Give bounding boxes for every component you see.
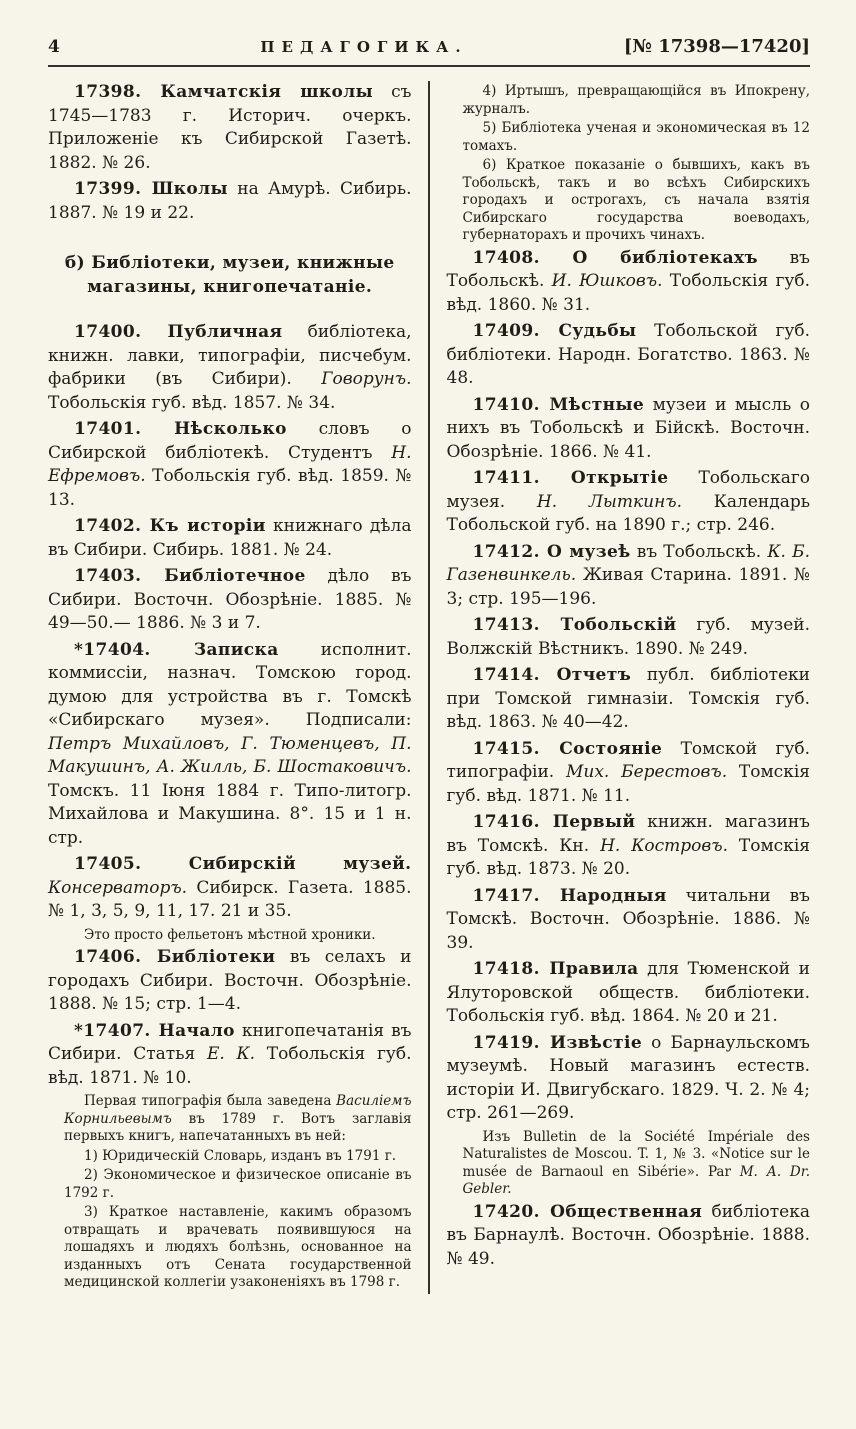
bibliography-entry [48,515,412,562]
bibliography-entry [447,1032,811,1126]
bibliography-entry [48,853,412,924]
footnote-text [64,1167,412,1202]
text-segment: 17405. Сибирскій музей. [74,854,412,874]
text-segment: книжнаго дѣла въ Сибири. Сибирь. 1881. № 24. [48,516,412,560]
text-segment: б) Библіотеки, музеи, книжные магазины, книгопечатаніе. [64,253,395,297]
bibliography-entry [447,467,811,538]
text-segment: И. Юшковъ. [551,271,663,291]
text-segment: 1) Юридическій Словарь, изданъ въ 1791 г. [84,1147,397,1164]
text-segment: Томскія губ. вѣд. 1873. № 20. [446,835,810,879]
text-segment: книжн. магазинъ въ Томскѣ. Кн. [446,812,810,856]
text-segment: 17416. Первый [472,812,636,832]
text-segment: 17419. Извѣстіе [472,1032,643,1053]
bibliography-entry [48,639,412,851]
text-segment: Петръ Михайловъ, Г. Тюменцевъ, П. Макушинъ, А. Жилль, Б. Шостаковичъ. [48,733,412,777]
bibliography-entry [447,885,811,956]
text-segment: Тобольскія губ. вѣд. 1871. № 10. [48,1044,412,1088]
text-segment: 17410. Мѣстные [472,394,645,415]
text-segment: въ Тобольскѣ. [446,247,810,291]
text-segment: Консерваторъ. [48,877,188,898]
bibliography-entry [48,178,412,225]
text-segment: въ Тобольскѣ. [630,541,768,562]
footnote-text [463,157,811,245]
page-header [0,0,856,65]
text-segment: 3) Краткое наставленіе, какимъ образомъ отвращать и врачевать появившуюся на лошадяхъ и людяхъ болѣзнь, основанное на изданныхъ отъ Сената государственной медицинской коллегіи узаконеніяхъ въ 1798 г. [64,1204,412,1290]
section-heading [54,251,406,299]
text-segment: Это просто фельетонъ мѣстной хроники. [84,926,376,943]
text-segment: съ 1745—1783 г. Историч. очеркъ. Приложеніе къ Сибирской Газетѣ. 1882. № 26. [48,82,412,173]
left-column [48,81,428,1294]
text-segment: Василіемъ Корнильевымъ [64,1093,412,1127]
bibliography-entry [48,81,412,175]
text-segment: *17404. Записка [74,639,279,660]
text-segment: словъ о Сибирской библіотекѣ. Студентъ [48,419,412,463]
bibliography-entry [447,320,811,391]
text-segment: М. А. Dr. Gebler. [462,1163,810,1197]
text-segment: 17413. Тобольскій [472,615,677,635]
bibliography-entry [48,1020,412,1091]
footnote-text [64,1204,412,1292]
text-segment: Сибирск. Газета. 1885. № 1, 3, 5, 9, 11, 17. 21 и 35. [48,877,412,921]
two-column-text-block [0,67,856,1294]
text-segment: губ. музей. Волжскій Вѣстникъ. 1890. № 249. [446,615,810,659]
footnote-text [463,120,811,155]
text-segment: 17403. Библіотечное [74,566,306,586]
text-segment: Изъ Bulletin de la Société Impériale des Naturalistes de Moscou. T. 1, № 3. «Notice sur le musée de Barnaoul en Sibérie». Par [462,1128,810,1180]
text-segment: К. Б. Газенвинкель. [446,541,810,585]
text-segment: въ селахъ и городахъ Сибири. Восточн. Обозрѣніе. 1888. № 15; стр. 1—4. [48,947,412,1014]
footnote-text [64,1148,412,1166]
text-segment: 2) Экономическое и физическое описаніе въ 1792 г. [64,1167,412,1201]
text-segment: Е. К. [206,1044,256,1064]
text-segment: исполнит. коммиссіи, назнач. Томскою город. думою для устройства въ г. Томскѣ «Сибирскаго музея». Подписали: [48,639,412,730]
text-segment: *17407. Начало [74,1020,235,1041]
right-column [430,81,811,1294]
text-segment: 17401. Нѣсколько [74,419,287,439]
footnote-text [64,927,412,945]
text-segment: Томскія губ. вѣд. 1871. № 11. [446,762,810,806]
text-segment: Календарь Тобольской губ. на 1890 г.; стр. 246. [446,491,810,535]
text-segment: 17414. Отчетъ [472,665,632,685]
bibliography-entry [447,811,811,882]
text-segment: Говорунъ. [321,369,412,389]
text-segment: публ. библіотеки при Томской гимназіи. Томскія губ. вѣд. 1863. № 40—42. [446,665,811,732]
text-segment: о Барнаульскомъ музеумѣ. Новый магазинъ естеств. исторіи И. Двигубскаго. 1829. Ч. 2. № 4; стр. 261—269. [446,1032,810,1123]
text-segment: 17399. Школы [74,179,228,199]
text-segment: для Тюменской и Ялуторовской обществ. библіотеки. Тобольскія губ. вѣд. 1864. № 20 и 21. [446,959,810,1026]
text-segment: Тобольскія губ. вѣд. 1859. № 13. [48,466,412,510]
text-segment: 17417. Народныя [472,885,667,906]
text-segment: 17418. Правила [472,959,639,979]
text-segment: 4) Иртышъ, превращающійся въ Ипокрену, журналъ. [462,83,810,117]
text-segment: Тобольскаго музея. [446,468,810,512]
text-segment: музеи и мысль о нихъ въ Тобольскѣ и Бійскѣ. Восточн. Обозрѣніе. 1866. № 41. [446,394,810,462]
footnote-text [463,1129,811,1199]
bibliography-entry [447,614,811,661]
entry-range-label: [№ 17398—17420] [623,36,810,57]
text-segment: 17400. Публичная [74,322,283,342]
bibliography-entry [447,738,811,809]
text-segment: книгопечатанія въ Сибири. Статья [48,1020,412,1064]
text-segment: 17408. О библіотекахъ [472,247,758,268]
text-segment: Тобольскія губ. вѣд. 1857. № 34. [48,392,336,413]
text-segment: Живая Старина. 1891. № 3; стр. 195—196. [446,565,810,609]
text-segment: 17398. Камчатскія школы [74,82,374,102]
text-segment: 17411. Открытіе [472,468,669,488]
bibliography-entry [447,247,811,318]
bibliography-entry [447,664,811,735]
text-segment: Первая типографія была заведена [84,1093,337,1109]
bibliography-entry [447,958,811,1029]
text-segment: Н. Лыткинъ. [536,491,683,512]
bibliography-entry [48,565,412,636]
footnote-text [463,83,811,118]
page-number: 4 [48,37,60,57]
text-segment: Тобольскія губ. вѣд. 1860. № 31. [446,271,810,315]
text-segment: читальни въ Томскѣ. Восточн. Обозрѣніе. 1886. № 39. [446,885,810,953]
text-segment: Н. Ефремовъ. [48,442,412,486]
text-segment: въ 1789 г. Вотъ заглавія первыхъ книгъ, напечатанныхъ въ ней: [64,1110,412,1144]
text-segment: дѣло въ Сибири. Восточн. Обозрѣніе. 1885. № 49—50.— 1886. № 3 и 7. [48,566,412,633]
text-segment: 6) Краткое показаніе о бывшихъ, какъ въ Тобольскѣ, такъ и во всѣхъ Сибирскихъ городахъ и острогахъ, съ начала взятія Сибирскаго государства воеводахъ, губернаторахъ и прочихъ чинахъ. [462,157,810,243]
footnote-text [64,1093,412,1146]
text-segment: Н. Костровъ. [600,835,728,856]
text-segment: библіотека, книжн. лавки, типографіи, писчебум. фабрики (въ Сибири). [48,322,412,389]
bibliography-entry [447,394,811,465]
bibliography-entry [447,541,811,612]
text-segment: Тобольской губ. библіотеки. Народн. Богатство. 1863. № 48. [446,321,811,388]
text-segment: 17406. Библіотеки [74,947,276,967]
bibliography-entry [447,1201,811,1272]
running-title: ПЕДАГОГИКА. [260,38,468,56]
bibliography-entry [48,321,412,415]
text-segment: библіотека въ Барнаулѣ. Восточн. Обозрѣніе. 1888. № 49. [446,1201,810,1269]
text-segment: 17415. Состояніе [472,738,663,759]
bibliography-entry [48,946,412,1017]
text-segment: 17420. Общественная [472,1201,703,1222]
text-segment: Мих. Берестовъ. [565,762,728,782]
text-segment: 5) Библіотека ученая и экономическая въ 12 томахъ. [462,120,810,154]
text-segment: 17402. Къ исторіи [74,516,266,536]
text-segment: Томскъ. 11 Іюня 1884 г. Типо-литогр. Михайлова и Макушина. 8°. 15 и 1 н. стр. [48,780,412,848]
text-segment: 17409. Судьбы [472,321,637,341]
text-segment: на Амурѣ. Сибирь. 1887. № 19 и 22. [48,179,412,223]
text-segment: 17412. О музеѣ [472,541,631,562]
text-segment: Томской губ. типографіи. [446,738,810,782]
bibliography-entry [48,418,412,512]
